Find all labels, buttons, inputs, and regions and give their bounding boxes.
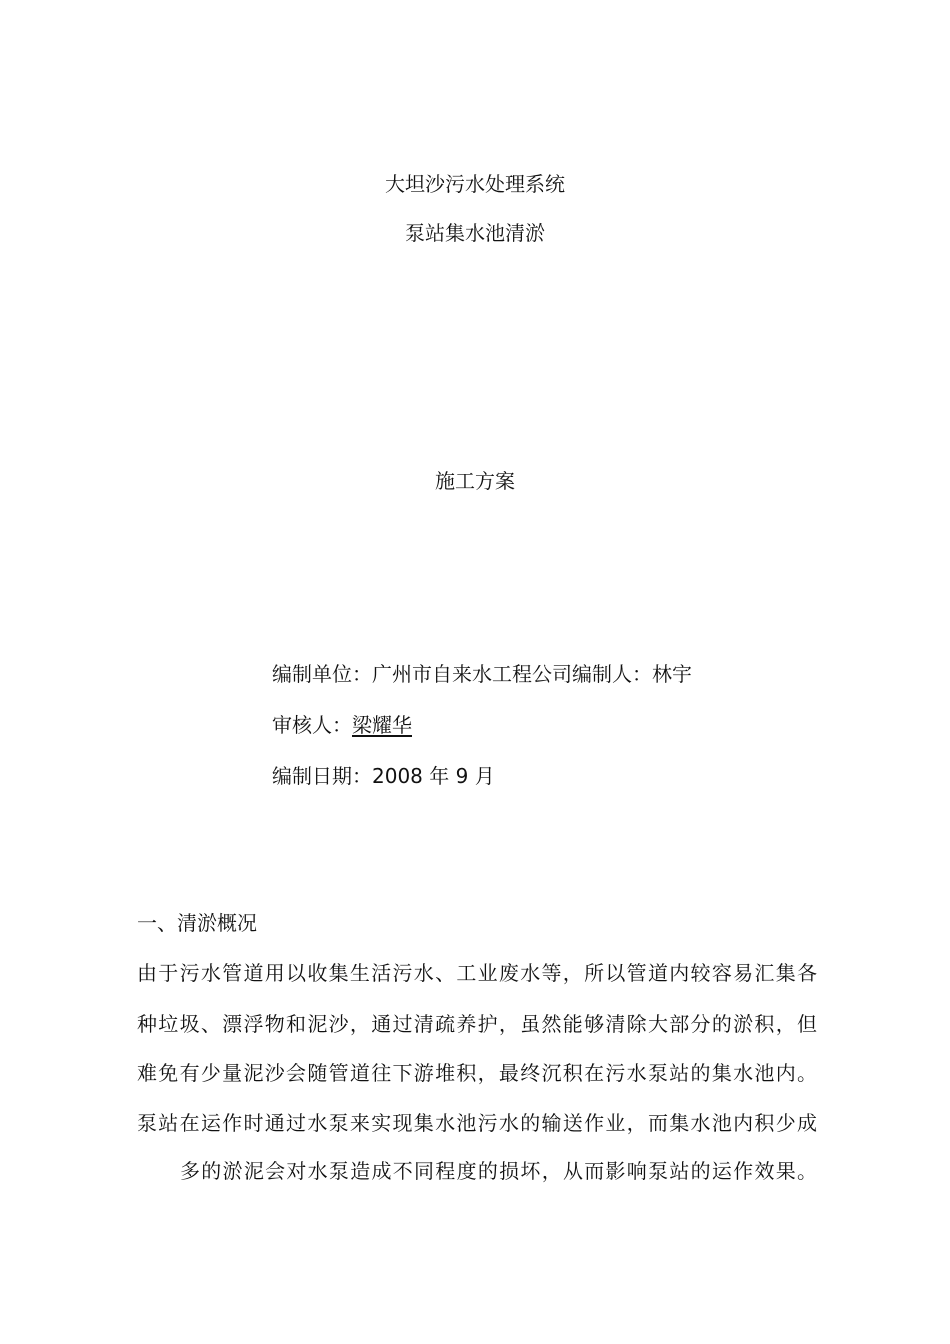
paragraph-line: 种垃圾、漂浮物和泥沙，通过清疏养护，虽然能够清除大部分的淤积，但 [137,1012,817,1036]
unit-and-author-line: 编制单位：广州市自来水工程公司编制人：林宇 [272,662,692,686]
reviewer-label: 审核人： [272,713,352,737]
paragraph-line: 难免有少量泥沙会随管道往下游堆积，最终沉积在污水泵站的集水池内。 [137,1061,817,1085]
paragraph-line: 多的淤泥会对水泵造成不同程度的损坏，从而影响泵站的运作效果。 [180,1159,817,1183]
title-line-1: 大坦沙污水处理系统 [385,172,565,196]
title-line-2: 泵站集水池清淤 [405,221,545,245]
section-heading: 一、清淤概况 [137,911,257,935]
reviewer-line [272,713,412,737]
document-subtitle: 施工方案 [435,469,515,493]
date-line: 编制日期：2008 年 9 月 [272,764,495,788]
reviewer-name: 梁耀华 [352,713,412,737]
paragraph-line: 由于污水管道用以收集生活污水、工业废水等，所以管道内较容易汇集各 [137,961,817,985]
paragraph-line: 泵站在运作时通过水泵来实现集水池污水的输送作业，而集水池内积少成 [137,1111,817,1135]
